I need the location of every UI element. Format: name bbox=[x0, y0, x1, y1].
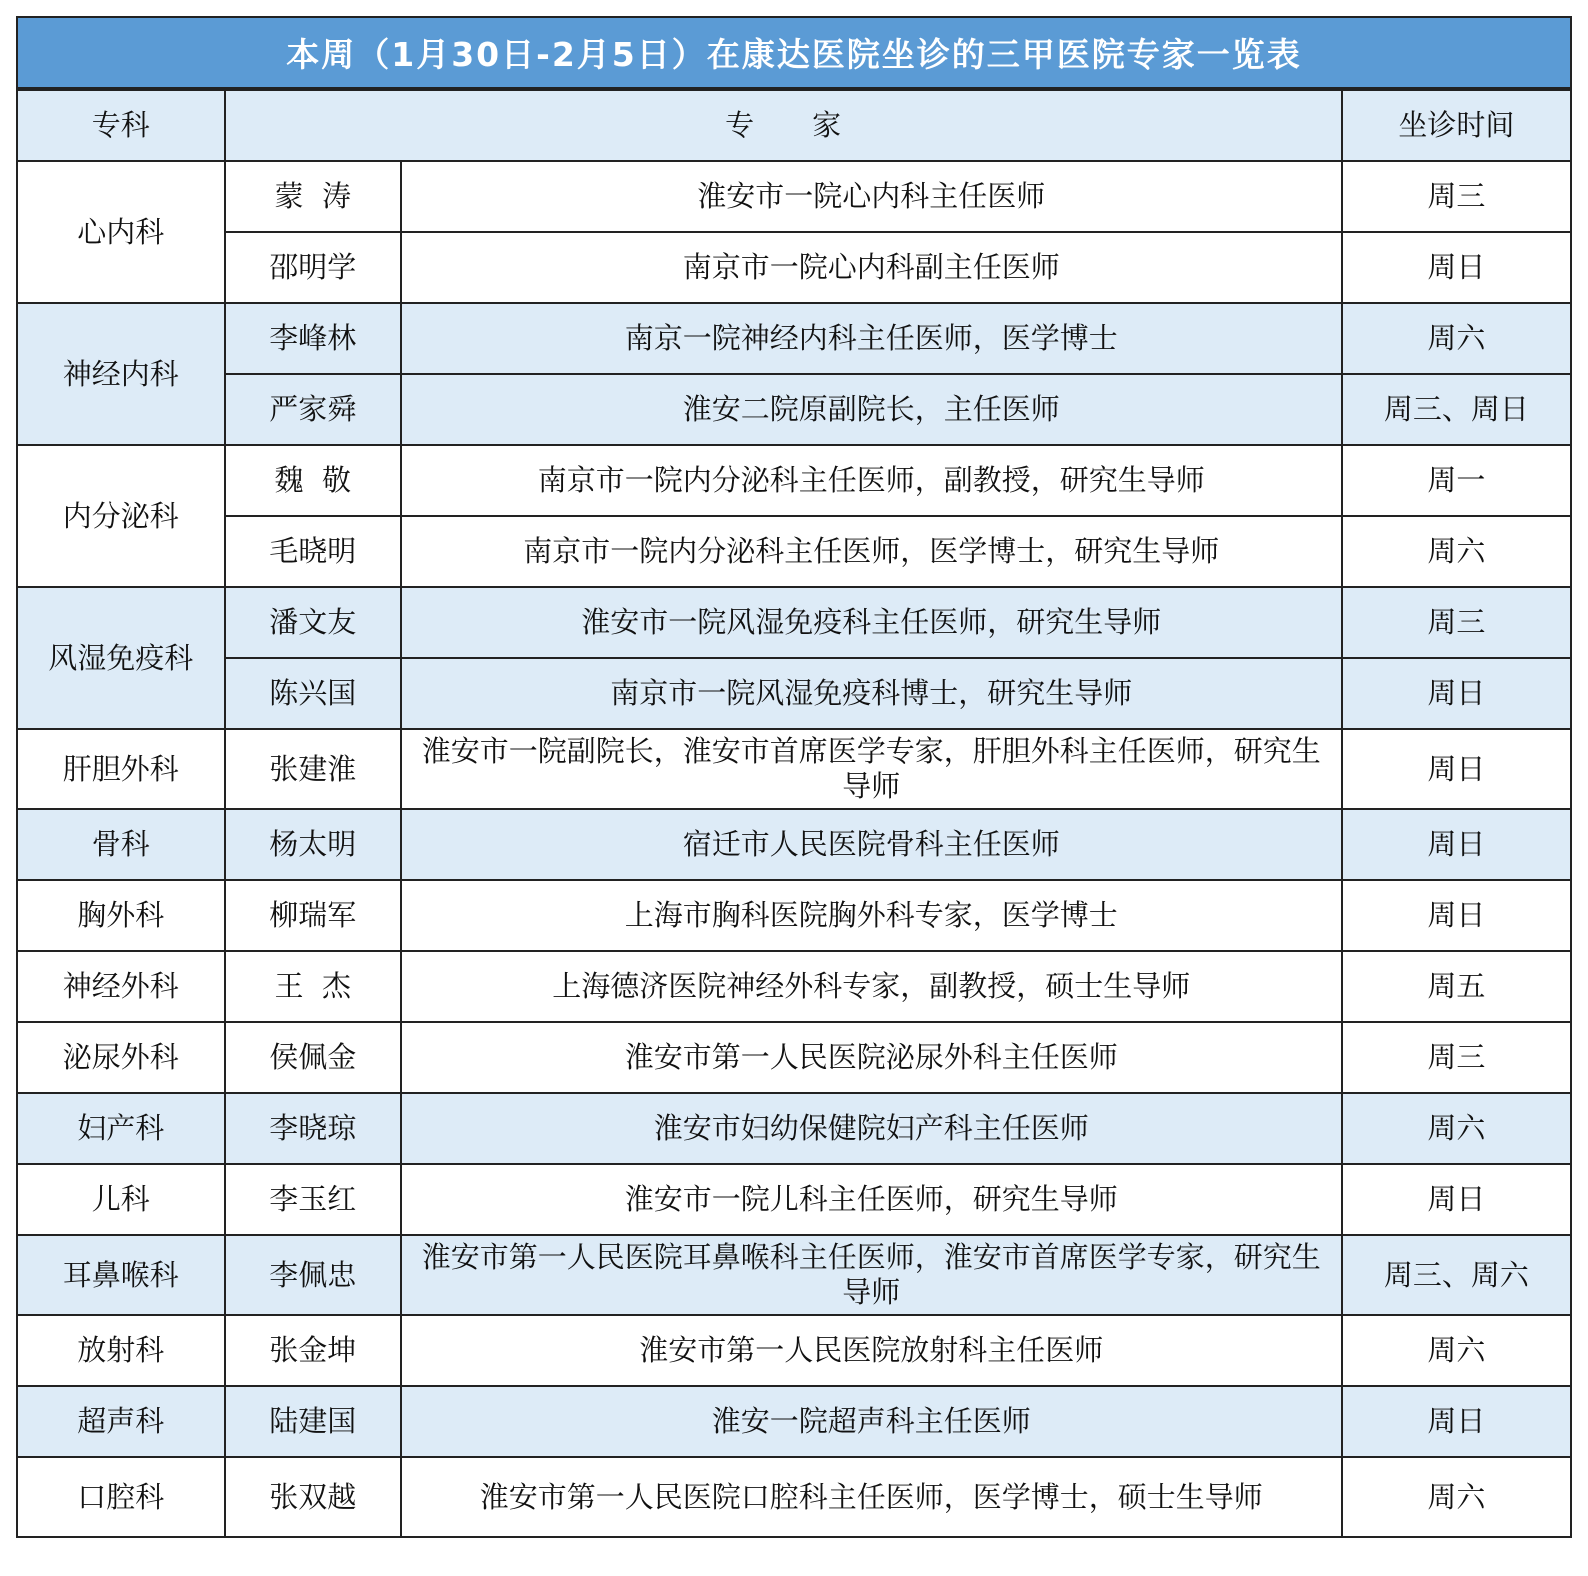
table-title: 本周（1月30日-2月5日）在康达医院坐诊的三甲医院专家一览表 bbox=[16, 16, 1572, 89]
expert-name-cell: 陈兴国 bbox=[225, 658, 401, 729]
clinic-time-cell: 周日 bbox=[1342, 658, 1571, 729]
expert-name-cell: 李佩忠 bbox=[225, 1235, 401, 1315]
expert-title-cell: 淮安市第一人民医院放射科主任医师 bbox=[401, 1315, 1342, 1386]
expert-title-cell: 淮安市妇幼保健院妇产科主任医师 bbox=[401, 1093, 1342, 1164]
clinic-time-cell: 周日 bbox=[1342, 729, 1571, 809]
expert-title-cell: 淮安市一院心内科主任医师 bbox=[401, 161, 1342, 232]
table-row bbox=[17, 232, 1571, 303]
table-row bbox=[17, 658, 1571, 729]
expert-name-cell: 邵明学 bbox=[225, 232, 401, 303]
header-row bbox=[17, 90, 1571, 161]
table-row bbox=[17, 303, 1571, 374]
expert-name-cell: 柳瑞军 bbox=[225, 880, 401, 951]
table-row bbox=[17, 1235, 1571, 1315]
table-row bbox=[17, 374, 1571, 445]
clinic-time-cell: 周五 bbox=[1342, 951, 1571, 1022]
department-cell: 心内科 bbox=[17, 161, 225, 303]
expert-name-cell: 魏 敬 bbox=[225, 445, 401, 516]
table-row bbox=[17, 1022, 1571, 1093]
table-row bbox=[17, 1093, 1571, 1164]
header-time: 坐诊时间 bbox=[1342, 90, 1571, 161]
clinic-time-cell: 周六 bbox=[1342, 516, 1571, 587]
expert-title-cell: 淮安市一院风湿免疫科主任医师，研究生导师 bbox=[401, 587, 1342, 658]
clinic-time-cell: 周日 bbox=[1342, 809, 1571, 880]
table-row bbox=[17, 951, 1571, 1022]
clinic-time-cell: 周六 bbox=[1342, 303, 1571, 374]
expert-title-cell: 南京市一院风湿免疫科博士，研究生导师 bbox=[401, 658, 1342, 729]
expert-name-cell: 潘文友 bbox=[225, 587, 401, 658]
expert-name-cell: 蒙 涛 bbox=[225, 161, 401, 232]
clinic-time-cell: 周三 bbox=[1342, 1022, 1571, 1093]
table-row bbox=[17, 587, 1571, 658]
table-row bbox=[17, 880, 1571, 951]
table-row bbox=[17, 516, 1571, 587]
department-cell: 妇产科 bbox=[17, 1093, 225, 1164]
expert-name-cell: 陆建国 bbox=[225, 1386, 401, 1457]
clinic-time-cell: 周日 bbox=[1342, 1386, 1571, 1457]
department-cell: 儿科 bbox=[17, 1164, 225, 1235]
expert-title-cell: 宿迁市人民医院骨科主任医师 bbox=[401, 809, 1342, 880]
expert-name-cell: 李峰林 bbox=[225, 303, 401, 374]
department-cell: 耳鼻喉科 bbox=[17, 1235, 225, 1315]
table-row bbox=[17, 809, 1571, 880]
expert-name-cell: 李晓琼 bbox=[225, 1093, 401, 1164]
expert-title-cell: 淮安市第一人民医院口腔科主任医师，医学博士，硕士生导师 bbox=[401, 1457, 1342, 1537]
department-cell: 胸外科 bbox=[17, 880, 225, 951]
expert-title-cell: 淮安二院原副院长，主任医师 bbox=[401, 374, 1342, 445]
clinic-time-cell: 周六 bbox=[1342, 1457, 1571, 1537]
clinic-time-cell: 周六 bbox=[1342, 1093, 1571, 1164]
expert-title-cell: 南京市一院心内科副主任医师 bbox=[401, 232, 1342, 303]
clinic-time-cell: 周一 bbox=[1342, 445, 1571, 516]
table-row bbox=[17, 729, 1571, 809]
expert-title-cell: 南京市一院内分泌科主任医师，医学博士，研究生导师 bbox=[401, 516, 1342, 587]
department-cell: 骨科 bbox=[17, 809, 225, 880]
clinic-time-cell: 周三、周六 bbox=[1342, 1235, 1571, 1315]
expert-title-cell: 上海市胸科医院胸外科专家，医学博士 bbox=[401, 880, 1342, 951]
clinic-time-cell: 周日 bbox=[1342, 232, 1571, 303]
clinic-time-cell: 周三 bbox=[1342, 587, 1571, 658]
clinic-time-cell: 周日 bbox=[1342, 880, 1571, 951]
table-row bbox=[17, 1164, 1571, 1235]
expert-title-cell: 南京一院神经内科主任医师，医学博士 bbox=[401, 303, 1342, 374]
expert-name-cell: 张建淮 bbox=[225, 729, 401, 809]
department-cell: 神经内科 bbox=[17, 303, 225, 445]
expert-title-cell: 淮安一院超声科主任医师 bbox=[401, 1386, 1342, 1457]
header-department: 专科 bbox=[17, 90, 225, 161]
table-row bbox=[17, 1457, 1571, 1537]
expert-table bbox=[16, 89, 1572, 1538]
table-row bbox=[17, 161, 1571, 232]
expert-name-cell: 侯佩金 bbox=[225, 1022, 401, 1093]
department-cell: 口腔科 bbox=[17, 1457, 225, 1537]
expert-name-cell: 张金坤 bbox=[225, 1315, 401, 1386]
expert-title-cell: 淮安市一院儿科主任医师，研究生导师 bbox=[401, 1164, 1342, 1235]
table-row bbox=[17, 1315, 1571, 1386]
expert-title-cell: 南京市一院内分泌科主任医师，副教授，研究生导师 bbox=[401, 445, 1342, 516]
expert-name-cell: 杨太明 bbox=[225, 809, 401, 880]
expert-title-cell: 淮安市一院副院长，淮安市首席医学专家，肝胆外科主任医师，研究生导师 bbox=[401, 729, 1342, 809]
table-row bbox=[17, 1386, 1571, 1457]
clinic-time-cell: 周三 bbox=[1342, 161, 1571, 232]
expert-title-cell: 淮安市第一人民医院泌尿外科主任医师 bbox=[401, 1022, 1342, 1093]
expert-name-cell: 毛晓明 bbox=[225, 516, 401, 587]
department-cell: 泌尿外科 bbox=[17, 1022, 225, 1093]
department-cell: 肝胆外科 bbox=[17, 729, 225, 809]
department-cell: 风湿免疫科 bbox=[17, 587, 225, 729]
expert-name-cell: 严家舜 bbox=[225, 374, 401, 445]
department-cell: 内分泌科 bbox=[17, 445, 225, 587]
department-cell: 神经外科 bbox=[17, 951, 225, 1022]
department-cell: 超声科 bbox=[17, 1386, 225, 1457]
expert-name-cell: 王 杰 bbox=[225, 951, 401, 1022]
department-cell: 放射科 bbox=[17, 1315, 225, 1386]
clinic-time-cell: 周三、周日 bbox=[1342, 374, 1571, 445]
clinic-time-cell: 周日 bbox=[1342, 1164, 1571, 1235]
expert-schedule-sheet bbox=[16, 16, 1572, 1538]
table-row bbox=[17, 445, 1571, 516]
expert-title-cell: 淮安市第一人民医院耳鼻喉科主任医师，淮安市首席医学专家，研究生导师 bbox=[401, 1235, 1342, 1315]
expert-title-cell: 上海德济医院神经外科专家，副教授，硕士生导师 bbox=[401, 951, 1342, 1022]
clinic-time-cell: 周六 bbox=[1342, 1315, 1571, 1386]
expert-name-cell: 李玉红 bbox=[225, 1164, 401, 1235]
header-expert: 专 家 bbox=[225, 90, 1342, 161]
expert-name-cell: 张双越 bbox=[225, 1457, 401, 1537]
